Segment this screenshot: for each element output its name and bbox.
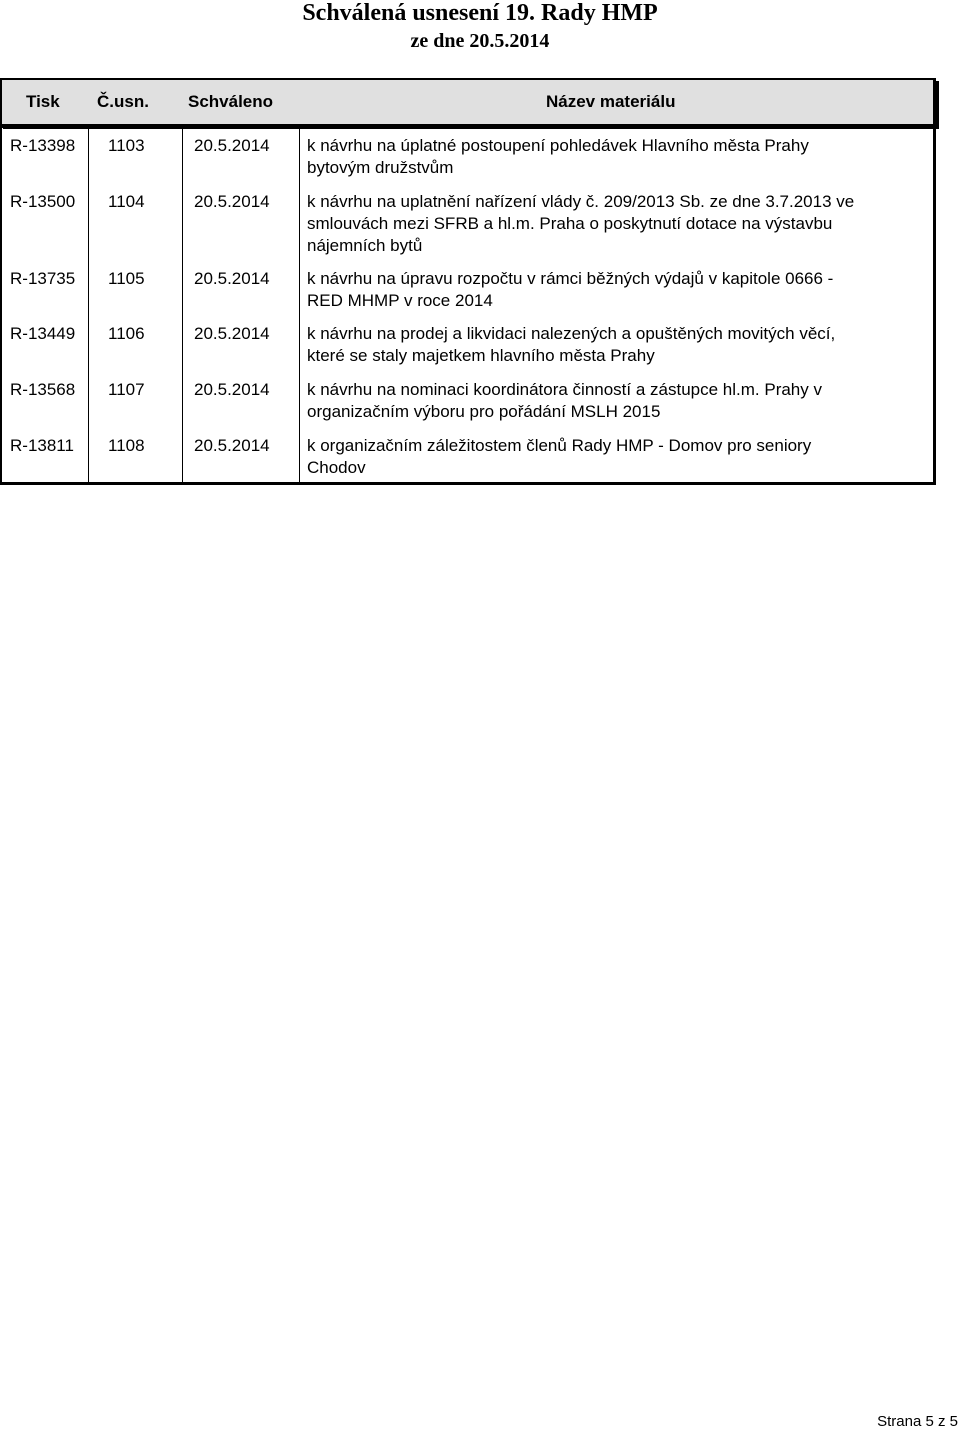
- cell-tisk: R-13500: [10, 192, 76, 211]
- table-header: [0, 78, 936, 126]
- nazev-line: bytovým družstvům: [307, 158, 454, 177]
- document-title: Schválená usnesení 19. Rady HMP: [302, 0, 658, 26]
- column-divider: [88, 128, 89, 482]
- cell-nazev-materialu: [307, 268, 907, 312]
- nazev-line: k návrhu na uplatnění nařízení vlády č. 209/2013 Sb. ze dne 3.7.2013 ve: [307, 192, 855, 211]
- document-date: ze dne 20.5.2014: [410, 30, 550, 52]
- nazev-line: smlouvách mezi SFRB a hl.m. Praha o poskytnutí dotace na výstavbu: [307, 214, 833, 233]
- cell-tisk: R-13398: [10, 136, 76, 155]
- nazev-line: Chodov: [307, 458, 366, 477]
- cell-schvaleno: 20.5.2014: [194, 380, 270, 399]
- cell-schvaleno: 20.5.2014: [194, 436, 270, 455]
- cell-tisk: R-13735: [10, 269, 76, 288]
- cell-nazev-materialu: [307, 379, 907, 423]
- nazev-line: nájemních bytů: [307, 236, 423, 255]
- document-header: [0, 0, 960, 53]
- cell-schvaleno: 20.5.2014: [194, 136, 270, 155]
- column-divider: [299, 128, 300, 482]
- cell-schvaleno: 20.5.2014: [194, 324, 270, 343]
- column-header-nazev-materialu: Název materiálu: [546, 92, 676, 111]
- nazev-line: k organizačním záležitostem členů Rady HMP - Domov pro seniory: [307, 436, 812, 455]
- nazev-line: k návrhu na nominaci koordinátora činností a zástupce hl.m. Prahy v: [307, 380, 822, 399]
- cell-cislo-usneseni: 1103: [108, 136, 145, 155]
- cell-tisk: R-13568: [10, 380, 76, 399]
- cell-tisk: R-13449: [10, 324, 76, 343]
- cell-cislo-usneseni: 1108: [108, 436, 145, 455]
- cell-cislo-usneseni: 1105: [108, 269, 145, 288]
- cell-schvaleno: 20.5.2014: [194, 269, 270, 288]
- cell-nazev-materialu: [307, 323, 907, 367]
- cell-cislo-usneseni: 1107: [108, 380, 145, 399]
- nazev-line: RED MHMP v roce 2014: [307, 291, 493, 310]
- column-header-schvaleno: Schváleno: [188, 92, 274, 111]
- nazev-line: k návrhu na úplatné postoupení pohledávek Hlavního města Prahy: [307, 136, 809, 155]
- nazev-line: k návrhu na úpravu rozpočtu v rámci běžných výdajů v kapitole 0666 -: [307, 269, 834, 288]
- column-header-cislo-usneseni: Č.usn.: [97, 92, 149, 111]
- nazev-line: které se staly majetkem hlavního města Prahy: [307, 346, 655, 365]
- cell-schvaleno: 20.5.2014: [194, 192, 270, 211]
- column-divider: [182, 128, 183, 482]
- nazev-line: organizačním výboru pro pořádání MSLH 2015: [307, 402, 661, 421]
- cell-nazev-materialu: [307, 191, 907, 257]
- cell-tisk: R-13811: [10, 436, 74, 455]
- cell-nazev-materialu: [307, 435, 907, 479]
- resolutions-table: [0, 126, 936, 485]
- cell-cislo-usneseni: 1104: [108, 192, 145, 211]
- cell-cislo-usneseni: 1106: [108, 324, 145, 343]
- page-number: Strana 5 z 5: [877, 1413, 958, 1430]
- cell-nazev-materialu: [307, 135, 907, 179]
- nazev-line: k návrhu na prodej a likvidaci nalezených a opuštěných movitých věcí,: [307, 324, 836, 343]
- column-header-tisk: Tisk: [26, 92, 60, 111]
